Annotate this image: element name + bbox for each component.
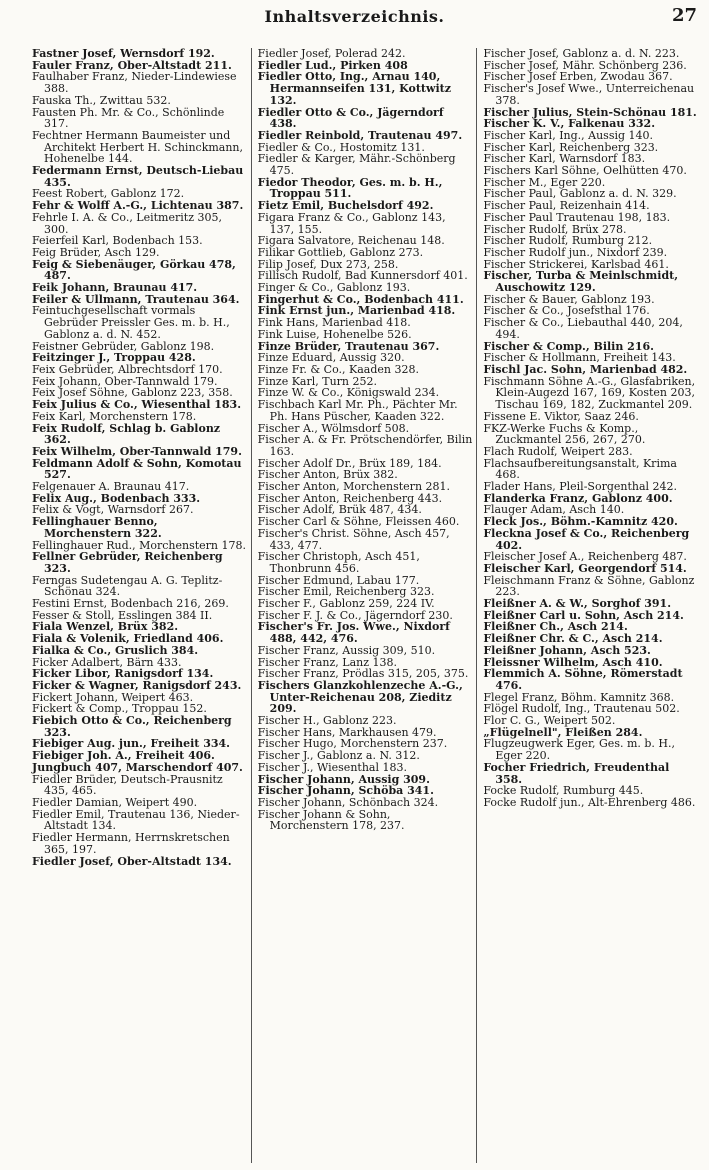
index-entry: Fischer Paul, Gablonz a. d. N. 329. xyxy=(483,187,677,201)
index-entry: Fiedler Brüder, Deutsch-Prausnitz 435, 465. xyxy=(32,772,223,798)
index-entry: Fingerhut & Co., Bodenbach 411. xyxy=(257,292,464,306)
index-entry: Fischbach Karl Mr. Ph., Pächter Mr. Ph. Hans Püscher, Kaaden 322. xyxy=(257,398,458,423)
index-entry: Fischer Carl & Söhne, Fleissen 460. xyxy=(257,515,460,529)
index-entry: Fischer Anton, Brüx 382. xyxy=(257,468,398,482)
index-entry: Feest Robert, Gablonz 172. xyxy=(32,187,185,201)
index-entry: Fischer Franz, Lanz 138. xyxy=(257,655,398,669)
index-column-2 xyxy=(256,48,478,1163)
index-entry: Fleißner Chr. & C., Asch 214. xyxy=(483,632,663,646)
index-entry: Fiedler Reinbold, Trautenau 497. xyxy=(257,128,463,142)
index-entry: Fiedler Otto & Co., Jägerndorf 438. xyxy=(257,105,444,131)
index-entry: Flemmich A. Söhne, Römerstadt 476. xyxy=(483,667,683,692)
index-entry: Fischer & Co., Liebauthal 440, 204, 494. xyxy=(483,316,683,341)
index-entry: Feik Johann, Braunau 417. xyxy=(32,281,198,295)
index-entry: Fauler Franz, Ober-Altstadt 211. xyxy=(32,58,232,72)
index-entry: Fiedler Josef, Ober-Altstadt 134. xyxy=(32,854,232,868)
index-entry: Figara Franz & Co., Gablonz 143, 137, 155. xyxy=(257,210,446,236)
index-entry: Flader Hans, Pleil-Sorgenthal 242. xyxy=(483,480,678,494)
index-entry: Flachsaufbereitungsanstalt, Krima 468. xyxy=(483,456,677,482)
index-entry: Feix Wilhelm, Ober-Tannwald 179. xyxy=(32,444,242,458)
index-entry: Fleischmann Franz & Söhne, Gablonz 223. xyxy=(483,573,695,599)
index-entry: Fink Luise, Hohenelbe 526. xyxy=(257,327,412,341)
index-entry: Feix Julius & Co., Wiesenthal 183. xyxy=(32,398,242,412)
index-entry: Feiler & Ullmann, Trautenau 364. xyxy=(32,292,240,306)
index-entry: Fink Hans, Marienbad 418. xyxy=(257,316,411,330)
index-entry: Fischer Hugo, Morchenstern 237. xyxy=(257,737,448,751)
index-entry: Festini Ernst, Bodenbach 216, 269. xyxy=(32,597,229,611)
index-entry: Ferngas Sudetengau A. G. Teplitz-Schönau 324. xyxy=(32,573,223,599)
index-entry: Feix Johann, Ober-Tannwald 179. xyxy=(32,374,218,388)
index-entry: Fiedler Damian, Weipert 490. xyxy=(32,796,198,809)
page-header xyxy=(0,2,709,32)
index-entry: Felix Aug., Bodenbach 333. xyxy=(32,491,201,505)
index-entry: Fischer Anton, Reichenberg 443. xyxy=(257,491,443,505)
index-entry: Fischers Karl Söhne, Oelhütten 470. xyxy=(483,164,687,178)
index-entry: Fischer Franz, Prödlas 315, 205, 375. xyxy=(257,667,469,681)
index-entry: Flor C. G., Weipert 502. xyxy=(483,714,616,728)
index-entry: Fischer Hans, Markhausen 479. xyxy=(257,725,437,739)
index-entry: Fischer Paul, Reizenhain 414. xyxy=(483,199,650,213)
index-entry: Ficker Adalbert, Bärn 433. xyxy=(32,655,182,669)
index-entry: Fellner Gebrüder, Reichenberg 323. xyxy=(32,550,223,575)
index-entry: Fischer H., Gablonz 223. xyxy=(257,714,397,728)
index-entry: Fickert Johann, Weipert 463. xyxy=(32,690,194,704)
index-entry: Fischer, Turba & Meinlschmidt, Auschowitz 129. xyxy=(483,269,679,295)
index-entry: Fischer J., Gablonz a. N. 312. xyxy=(257,749,420,763)
index-entry: Fischer's Josef Wwe., Unterreichenau 378. xyxy=(483,82,695,107)
index-entry: Feldmann Adolf & Sohn, Komotau 527. xyxy=(32,456,242,482)
index-entry: Fellinghauer Rud., Morchenstern 178. xyxy=(32,538,247,552)
index-entry: Fischer & Bauer, Gablonz 193. xyxy=(483,292,655,306)
index-entry: Fischer Karl, Reichenberg 323. xyxy=(483,140,659,154)
index-entry: Flegel Franz, Böhm. Kamnitz 368. xyxy=(483,690,675,704)
index-entry: Fehr & Wolff A.-G., Lichtenau 387. xyxy=(32,199,244,213)
index-entry: Fischer Paul Trautenau 198, 183. xyxy=(483,210,671,224)
index-entry: Finger & Co., Gablonz 193. xyxy=(257,281,411,295)
index-entry: Jungbuch 407, Marschendorf 407. xyxy=(32,760,243,774)
index-column-1 xyxy=(30,48,252,1163)
page-title: Inhaltsverzeichnis. xyxy=(264,7,445,26)
index-columns xyxy=(30,48,702,1163)
index-entry: Fischers Glanzkohlenzeche A.-G., Unter-Reichenau 208, Zieditz 209. xyxy=(257,678,463,716)
index-entry: Fischl Jac. Sohn, Marienbad 482. xyxy=(483,362,688,376)
index-column-3 xyxy=(481,48,702,1163)
index-entry: Fischer Karl, Warnsdorf 183. xyxy=(483,152,646,166)
index-entry: Fischer Johann, Schönbach 324. xyxy=(257,796,439,809)
index-entry: Fiebiger Joh. A., Freiheit 406. xyxy=(32,749,215,763)
index-entry: Focke Rudolf, Rumburg 445. xyxy=(483,784,644,798)
index-entry: Feix Rudolf, Schlag b. Gablonz 362. xyxy=(32,421,221,447)
index-entry: Figara Salvatore, Reichenau 148. xyxy=(257,234,445,248)
index-entry: Focke Rudolf jun., Alt-Ehrenberg 486. xyxy=(483,796,696,809)
index-entry: Fiedler Emil, Trautenau 136, Nieder-Altstadt 134. xyxy=(32,807,240,833)
index-entry: Fischer Rudolf jun., Nixdorf 239. xyxy=(483,245,668,259)
index-entry: Finze Eduard, Aussig 320. xyxy=(257,351,405,365)
index-entry: Feig Brüder, Asch 129. xyxy=(32,245,160,259)
index-entry: Fiedler Lud., Pirken 408 xyxy=(257,58,408,72)
index-entry: Fiedler Otto, Ing., Arnau 140, Hermannseifen 131, Kottwitz 132. xyxy=(257,70,451,107)
index-entry: Finze Fr. & Co., Kaaden 328. xyxy=(257,362,419,376)
index-entry: Fischer J., Wiesenthal 183. xyxy=(257,760,407,774)
index-entry: Flögel Rudolf, Ing., Trautenau 502. xyxy=(483,702,680,716)
index-entry: Felix & Vogt, Warnsdorf 267. xyxy=(32,503,194,517)
index-entry: Fiedler Josef, Polerad 242. xyxy=(257,48,406,60)
index-entry: Fischer Julius, Stein-Schönau 181. xyxy=(483,105,697,119)
index-entry: Fleck Jos., Böhm.-Kamnitz 420. xyxy=(483,515,678,529)
index-entry: Ficker Libor, Ranigsdorf 134. xyxy=(32,667,214,681)
index-entry: Focher Friedrich, Freudenthal 358. xyxy=(483,760,670,786)
index-entry: Fechtner Hermann Baumeister und Architekt Herbert H. Schinckmann, Hohenelbe 144. xyxy=(32,128,244,166)
index-entry: Fehrle I. A. & Co., Leitmeritz 305, 300. xyxy=(32,210,222,236)
index-entry: Fischer Josef Erben, Zwodau 367. xyxy=(483,70,673,84)
index-entry: FKZ-Werke Fuchs & Komp., Zuckmantel 256, 267, 270. xyxy=(483,421,646,447)
index-entry: Flugzeugwerk Eger, Ges. m. b. H., Eger 220. xyxy=(483,737,676,763)
index-entry: Fleißner Carl u. Sohn, Asch 214. xyxy=(483,608,684,622)
index-entry: Filikar Gottlieb, Gablonz 273. xyxy=(257,245,424,259)
index-entry: Filip Josef, Dux 273, 258. xyxy=(257,257,399,271)
index-entry: Fischer Emil, Reichenberg 323. xyxy=(257,585,435,599)
index-entry: Fischer's Christ. Söhne, Asch 457, 433, 477. xyxy=(257,526,450,552)
index-entry: Fischer Johann & Sohn, Morchenstern 178, 237. xyxy=(257,807,405,833)
index-entry: Fischer Strickerei, Karlsbad 461. xyxy=(483,257,669,271)
index-entry: Fischer Josef, Mähr. Schönberg 236. xyxy=(483,58,687,72)
index-entry: Flanderka Franz, Gablonz 400. xyxy=(483,491,673,505)
index-entry: Flauger Adam, Asch 140. xyxy=(483,503,625,517)
index-entry: Fickert & Comp., Troppau 152. xyxy=(32,702,207,716)
index-entry: Fiedler & Co., Hostomitz 131. xyxy=(257,140,425,154)
index-entry: Fischer Johann, Aussig 309. xyxy=(257,772,430,786)
index-entry: Fiebich Otto & Co., Reichenberg 323. xyxy=(32,714,232,739)
index-entry: Feix Karl, Morchenstern 178. xyxy=(32,409,197,423)
index-entry: Fiebiger Aug. jun., Freiheit 334. xyxy=(32,737,230,751)
index-entry: Feitzinger J., Troppau 428. xyxy=(32,351,196,365)
index-entry: Fleischer Josef A., Reichenberg 487. xyxy=(483,550,687,564)
index-entry: Fischer A., Wölmsdorf 508. xyxy=(257,421,410,435)
index-entry: Fiala & Volenik, Friedland 406. xyxy=(32,632,224,646)
index-entry: Fauska Th., Zwittau 532. xyxy=(32,93,171,107)
index-entry: Fissene E. Viktor, Saaz 246. xyxy=(483,409,639,423)
index-entry: Flach Rudolf, Weipert 283. xyxy=(483,444,633,458)
index-entry: Fischer F. J. & Co., Jägerndorf 230. xyxy=(257,608,453,622)
index-entry: Fischer Anton, Morchenstern 281. xyxy=(257,480,451,494)
index-entry: Fleißner A. & W., Sorghof 391. xyxy=(483,597,672,611)
index-entry: Federmann Ernst, Deutsch-Liebau 435. xyxy=(32,164,244,189)
index-entry: Fischer M., Eger 220. xyxy=(483,175,606,189)
index-entry: Fleißner Ch., Asch 214. xyxy=(483,620,628,634)
index-entry: Fialka & Co., Gruslich 384. xyxy=(32,643,199,657)
index-entry: Fausten Ph. Mr. & Co., Schönlinde 317. xyxy=(32,105,225,131)
index-entry: Fischer & Co., Josefsthal 176. xyxy=(483,304,650,318)
index-entry: Fischmann Söhne A.-G., Glasfabriken, Klein-Augezd 167, 169, Kosten 203, Tischau 169, 182, Zuckmantel 209. xyxy=(483,374,696,412)
index-entry: Fietz Emil, Buchelsdorf 492. xyxy=(257,199,434,213)
index-entry: Fischer Rudolf, Rumburg 212. xyxy=(483,234,653,248)
index-entry: Fischer Johann, Schöba 341. xyxy=(257,784,434,798)
index-entry: Fischer K. V., Falkenau 332. xyxy=(483,117,656,131)
index-entry: Fischer's Fr. Jos. Wwe., Nixdorf 488, 442, 476. xyxy=(257,620,450,646)
index-entry: Fleckna Josef & Co., Reichenberg 402. xyxy=(483,526,690,552)
index-entry: Fischer & Hollmann, Freiheit 143. xyxy=(483,351,676,365)
index-entry: Feintuchgesellschaft vormals Gebrüder Preissler Ges. m. b. H., Gablonz a. d. N. 452. xyxy=(32,304,230,341)
index-entry: Fischer Franz, Aussig 309, 510. xyxy=(257,643,436,657)
index-entry: Fischer Rudolf, Brüx 278. xyxy=(483,222,627,236)
index-entry: Fesser & Stoll, Esslingen 384 II. xyxy=(32,608,213,622)
index-entry: Fischer Karl, Ing., Aussig 140. xyxy=(483,128,654,142)
index-entry: Fiala Wenzel, Brüx 382. xyxy=(32,620,179,634)
index-entry: Fischer Adolf Dr., Brüx 189, 184. xyxy=(257,456,442,470)
index-entry: Fischer A. & Fr. Prötschendörfer, Bilin 163. xyxy=(257,433,473,458)
index-entry: Finze W. & Co., Königswald 234. xyxy=(257,386,440,400)
page-number: 27 xyxy=(671,5,697,26)
index-entry: Fleischer Karl, Georgendorf 514. xyxy=(483,561,687,575)
index-entry: Finze Brüder, Trautenau 367. xyxy=(257,339,440,353)
index-entry: Fischer Edmund, Labau 177. xyxy=(257,573,420,587)
index-entry: Fiedor Theodor, Ges. m. b. H., Troppau 511. xyxy=(257,175,443,201)
index-entry: Fiedler & Karger, Mähr.-Schönberg 475. xyxy=(257,152,456,178)
index-entry: Fischer Christoph, Asch 451, Thonbrunn 456. xyxy=(257,550,420,575)
index-entry: „Flügelnell", Fleißen 284. xyxy=(483,725,643,739)
index-entry: Finze Karl, Turn 252. xyxy=(257,374,378,388)
index-entry: Feierfeil Karl, Bodenbach 153. xyxy=(32,234,203,248)
index-entry: Feistner Gebrüder, Gablonz 198. xyxy=(32,339,215,353)
index-entry: Fischer F., Gablonz 259, 224 IV. xyxy=(257,597,435,611)
index-entry: Fiedler Hermann, Herrnskretschen 365, 197. xyxy=(32,831,230,856)
index-entry: Fellinghauer Benno, Morchenstern 322. xyxy=(32,515,162,540)
index-entry: Faulhaber Franz, Nieder-Lindewiese 388. xyxy=(32,70,237,96)
index-entry: Feix Josef Söhne, Gablonz 223, 358. xyxy=(32,386,233,400)
index-entry: Fischer Josef, Gablonz a. d. N. 223. xyxy=(483,48,680,60)
index-entry: Fink Ernst jun., Marienbad 418. xyxy=(257,304,456,318)
index-entry: Fischer Adolf, Brük 487, 434. xyxy=(257,503,422,517)
index-entry: Fleißner Johann, Asch 523. xyxy=(483,643,651,657)
index-entry: Ficker & Wagner, Ranigsdorf 243. xyxy=(32,678,242,692)
index-entry: Fleissner Wilhelm, Asch 410. xyxy=(483,655,663,669)
index-entry: Feig & Siebenäuger, Görkau 478, 487. xyxy=(32,257,236,283)
index-entry: Feix Gebrüder, Albrechtsdorf 170. xyxy=(32,362,223,376)
index-entry: Fastner Josef, Wernsdorf 192. xyxy=(32,48,215,60)
index-entry: Felgenauer A. Braunau 417. xyxy=(32,480,190,494)
index-entry: Fillisch Rudolf, Bad Kunnersdorf 401. xyxy=(257,269,468,283)
index-entry: Fischer & Comp., Bilin 216. xyxy=(483,339,654,353)
